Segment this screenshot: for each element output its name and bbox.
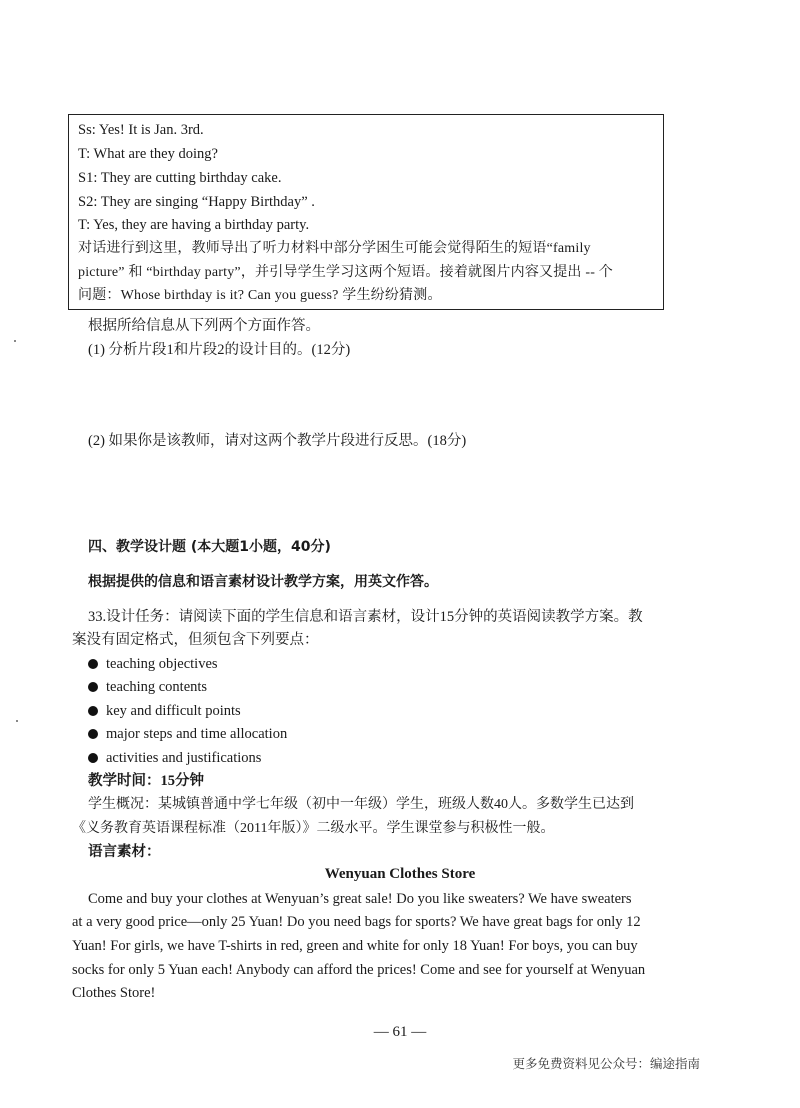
- scan-speck: [16, 720, 18, 722]
- footer-note: 更多免费资料见公众号：编途指南: [512, 1056, 700, 1071]
- dialogue-line: S1: They are cutting birthday cake.: [78, 170, 282, 186]
- bullet-point: [88, 700, 241, 722]
- bullet-text: teaching contents: [106, 679, 208, 695]
- question-2: (2) 如果你是该教师，请对这两个教学片段进行反思。(18分): [88, 433, 467, 449]
- dialogue-line: T: What are they doing?: [78, 146, 218, 162]
- bullet-point: [88, 747, 261, 769]
- bullet-text: activities and justifications: [106, 750, 262, 766]
- dialogue-note: 问题：Whose birthday is it? Can you guess? 学生纷纷猜测。: [78, 288, 442, 303]
- material-line: Yuan! For girls, we have T-shirts in red, green and white for only 18 Yuan! For boys, you can buy: [72, 938, 638, 954]
- answer-intro: 根据所给信息从下列两个方面作答。: [88, 318, 320, 334]
- material-title: Wenyuan Clothes Store: [324, 866, 476, 882]
- material-label: 语言素材：: [88, 844, 161, 860]
- bullet-point: [88, 676, 207, 698]
- dialogue-line: T: Yes, they are having a birthday party.: [78, 217, 310, 233]
- material-line: Clothes Store!: [72, 985, 156, 1001]
- dialogue-line: Ss: Yes! It is Jan. 3rd.: [78, 122, 204, 138]
- bullet-text: major steps and time allocation: [106, 726, 288, 742]
- dialogue-line: S2: They are singing “Happy Birthday” .: [78, 194, 315, 210]
- student-profile: 学生概况：某城镇普通中学七年级（初中一年级）学生，班级人数40人。多数学生已达到: [88, 797, 634, 812]
- dialogue-note: 对话进行到这里，教师导出了听力材料中部分学困生可能会觉得陌生的短语“family: [78, 241, 591, 256]
- task-line: 33.设计任务：请阅读下面的学生信息和语言素材，设计15分钟的英语阅读教学方案。教: [88, 609, 643, 625]
- scan-speck: [14, 340, 16, 342]
- question-1: (1) 分析片段1和片段2的设计目的。(12分): [88, 342, 351, 358]
- teaching-time: 教学时间：15分钟: [88, 773, 204, 789]
- bullet-icon: [88, 753, 98, 763]
- task-line: 案没有固定格式，但须包含下列要点：: [72, 632, 319, 648]
- section-instruction: 根据提供的信息和语言素材设计教学方案，用英文作答。: [88, 574, 438, 590]
- bullet-text: key and difficult points: [106, 703, 241, 719]
- student-profile: 《义务教育英语课程标准（2011年版）》二级水平。学生课堂参与积极性一般。: [72, 821, 555, 836]
- bullet-icon: [88, 659, 98, 669]
- material-line: at a very good price—only 25 Yuan! Do you need bags for sports? We have great bags for only 12: [72, 914, 641, 930]
- bullet-point: [88, 723, 287, 745]
- bullet-icon: [88, 682, 98, 692]
- section-heading: 四、教学设计题 (本大题1小题，40分): [88, 539, 331, 555]
- material-line: socks for only 5 Yuan each! Anybody can afford the prices! Come and see for yourself at Wenyuan: [72, 962, 646, 978]
- bullet-point: [88, 653, 218, 675]
- material-line: Come and buy your clothes at Wenyuan’s great sale! Do you like sweaters? We have sweaters: [88, 891, 632, 907]
- dialogue-note: picture” 和 “birthday party”，并引导学生学习这两个短语。接着就图片内容又提出 -- 个: [78, 265, 613, 280]
- bullet-icon: [88, 729, 98, 739]
- bullet-icon: [88, 706, 98, 716]
- bullet-text: teaching objectives: [106, 656, 218, 672]
- page-number: — 61 —: [373, 1024, 427, 1040]
